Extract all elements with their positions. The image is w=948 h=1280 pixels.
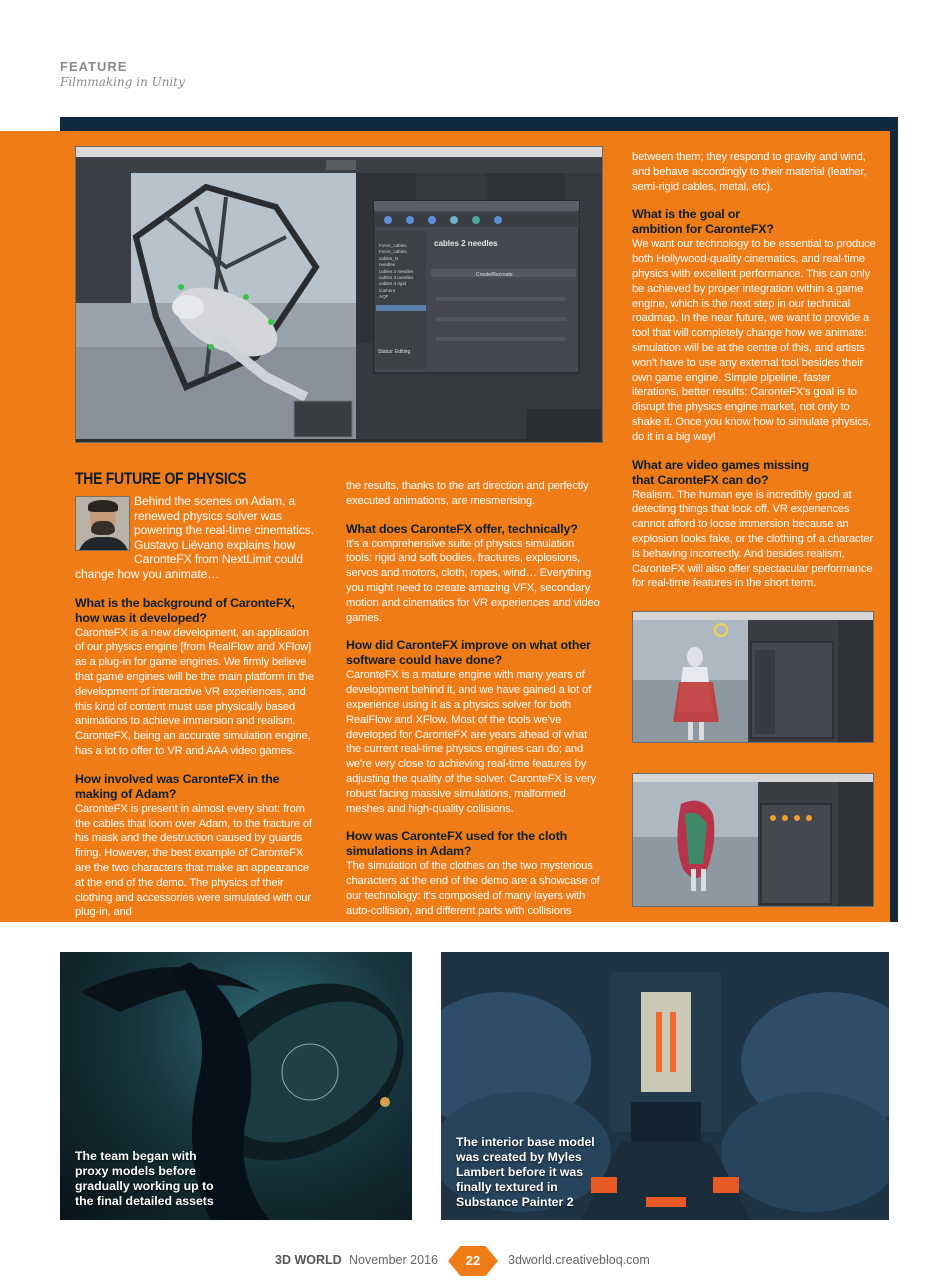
character-screenshot-2	[632, 773, 874, 907]
list-item: cables 4 rigid	[379, 281, 407, 287]
answer-text: CaronteFX is a mature engine with many years of development behind it, and we have gained a lot of experience using it as a physics solver for both RealFlow and XFlow. Most of the tools we've developed for CaronteFX are years ahead of what the current real-time physics engines can do; and we're very close to achieving real-time features by adjusting the quality of the solver. CaronteFX is very robust facing massive simulations, malformed meshes and high-quality collisions.	[346, 669, 596, 815]
question-heading: What does CaronteFX offer, technically?	[346, 521, 578, 536]
character-screenshot-1	[632, 611, 874, 743]
page-footer	[0, 1246, 948, 1276]
page-number: 22	[465, 1253, 481, 1268]
article-headline: THE FUTURE OF PHYSICS	[75, 469, 247, 488]
list-item: cables 2 needles	[379, 268, 414, 274]
website-url: 3dworld.creativebloq.com	[508, 1253, 650, 1267]
intro	[75, 494, 315, 582]
answer-text: CaronteFX is present in almost every shot: from the cables that loom over Adam, to the fracture of his mask and the destruction caused by guards firing. However, the best example of CaronteFX are the two characters that make an appearance at the end of the demo. The physics of their clothing and accessories were simulated with our plug-in, and	[75, 802, 312, 919]
caption-left: The team began with proxy models before gradually working up to the final detailed assets	[75, 1149, 214, 1208]
question-heading: How involved was CaronteFX in the making of Adam?	[75, 771, 280, 801]
unity-editor-drawing	[76, 147, 603, 443]
list-item: cables 3 needles	[379, 275, 414, 281]
answer-text: CaronteFX is a new development, an application of our physics engine [from RealFlow and XFlow] as a plug-in for game engines. We firmly believe that game engines will be the main platform in the development of interactive VR experiences, and this kind of content must use physically based animations to achieve immersion and realism. CaronteFX, being an accurate simulation engine, has a lot to offer to VR and AAA video games.	[75, 626, 314, 757]
answer-text: Realism. The human eye is incredibly good at detecting things that look off. VR experiences cannot afford to loose immersion because an explosion looks fake, or the clothing of a character is behaving incorrectly. And besides realism, CaronteFX will also offer spectacular performance for real-time features in the short term.	[632, 488, 873, 590]
character-drawing-1	[633, 612, 874, 743]
list-item: cables_N	[379, 255, 399, 261]
column-2	[346, 479, 600, 919]
question-heading: What is the background of CaronteFX, how was it developed?	[75, 595, 295, 625]
character-drawing-2	[633, 774, 874, 907]
proxy-model-render	[60, 952, 412, 1220]
question-heading: How was CaronteFX used for the cloth simulations in Adam?	[346, 829, 568, 859]
list-item: Force_cables	[379, 243, 407, 248]
answer-text: We want our technology to be essential to produce both Hollywood-quality cinematics, and real-time physics with excellent performance. This can only be achieved by proper integration within a game engine, which is the next step in our technical roadmap. In the near future, we want to provide a tool that will completely change how we animate: simulation will be at the centre of this, and artists won't have to use any external tool besides their own game engine. Simple pipeline, faster iterations, better results: CaronteFX's goal is to disrupt the physics engine market, not only to shake it. Once you know how to simulate physics, do it in a big way!	[632, 238, 876, 443]
issue-date: November 2016	[349, 1253, 438, 1267]
object-list	[379, 243, 425, 301]
column-3	[632, 150, 876, 591]
unity-editor-screenshot	[75, 146, 603, 443]
column-1	[75, 469, 315, 920]
list-item: AQF	[379, 294, 389, 300]
section-label: FEATURE	[60, 59, 128, 74]
question-heading: What is the goal or ambition for CaronteFX?	[632, 207, 774, 237]
caption-right: The interior base model was created by Myles Lambert before it was finally textured in Substance Painter 2	[456, 1135, 595, 1209]
magazine-name: 3D WORLD	[275, 1253, 342, 1267]
list-item: needles	[379, 262, 396, 268]
panel-title: cables 2 needles	[434, 239, 498, 248]
question-heading: What are video games missing that CaronteFX can do?	[632, 457, 809, 487]
create-button-label: Create/Recreate	[476, 272, 513, 278]
portrait-photo	[75, 496, 130, 551]
answer-text-continued: the results, thanks to the art direction and perfectly executed animations, are mesmerising.	[346, 480, 589, 507]
running-head	[60, 59, 185, 89]
interior-base-render	[441, 952, 889, 1220]
status-label: Status: Editing	[378, 349, 411, 355]
answer-text-continued: between them; they respond to gravity and wind, and behave accordingly to their material (leather, semi-rigid cables, metal, etc).	[632, 151, 867, 193]
question-heading: How did CaronteFX improve on what other software could have done?	[346, 638, 591, 668]
list-item: Camera	[379, 287, 396, 293]
intro-text: Behind the scenes on Adam, a renewed physics solver was powering the real-time cinematics. Gustavo Liévano explains how CaronteFX from NextLimit could change how you animate…	[75, 494, 314, 581]
answer-text: It's a comprehensive suite of physics simulation tools: rigid and soft bodies, fractures, explosions, servos and motors, cloth, ropes, wind… Everything you might need to create amazing VFX, secondary motion and cinematics for VR experiences and video games.	[346, 537, 600, 624]
answer-text: The simulation of the clothes on the two mysterious characters at the end of the demo are a showcase of our technology: it's composed of many layers with auto-collision, and different parts with collisions	[346, 860, 600, 917]
list-item: Force_cables	[379, 249, 407, 255]
section-subtitle: Filmmaking in Unity	[60, 75, 185, 89]
